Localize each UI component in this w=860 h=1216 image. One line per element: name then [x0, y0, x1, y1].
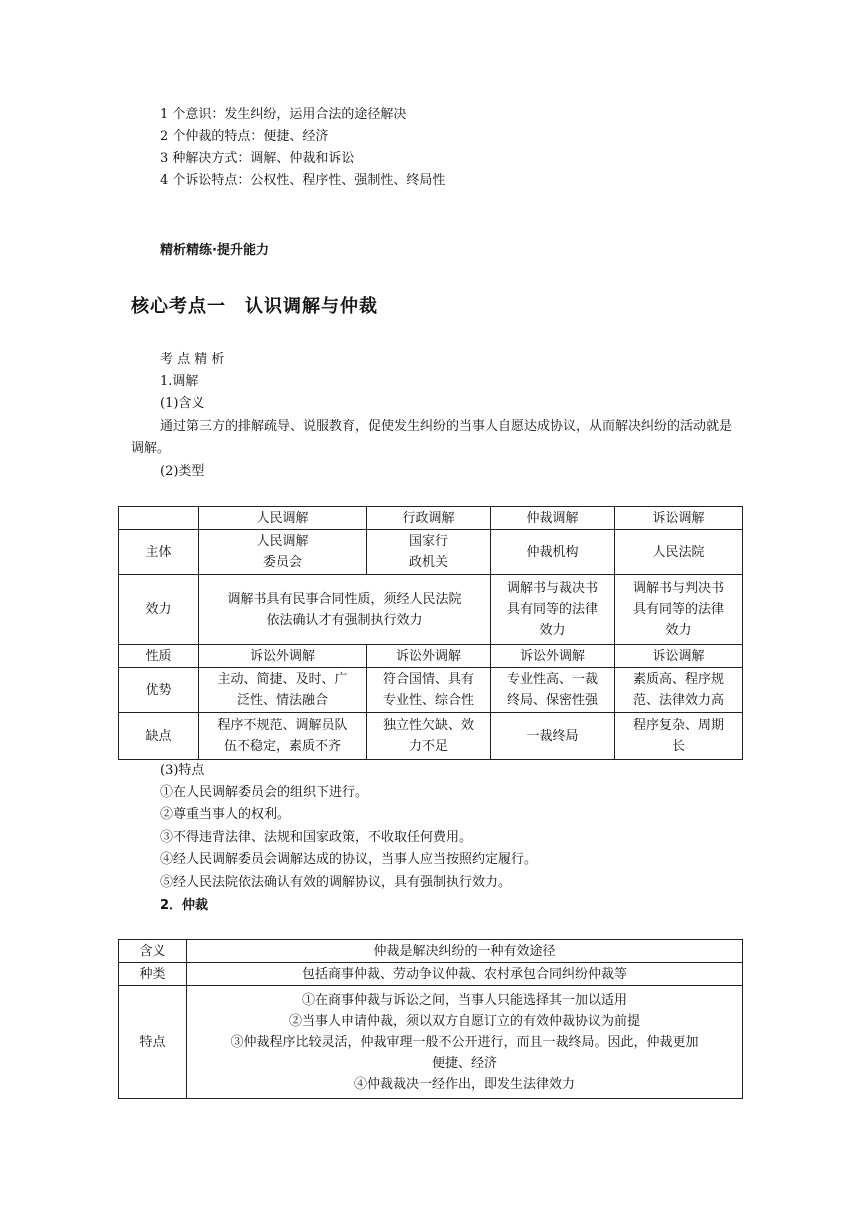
table-cell: 程序不规范、调解员队 伍不稳定，素质不齐 — [199, 713, 367, 760]
item1-definition: 通过第三方的排解疏导、说服教育，促使发生纠纷的当事人自愿达成协议，从而解决纠纷的活动就是调解。 — [131, 419, 733, 456]
table-row — [119, 530, 743, 575]
row-label: 性质 — [119, 645, 199, 668]
table-cell: 仲裁机构 — [491, 530, 615, 575]
feature-line: ⑤经人民法院依法确认有效的调解协议，具有强制执行效力。 — [160, 875, 512, 890]
table-cell: 国家行 政机关 — [367, 530, 491, 575]
summary-line-1: 1 个意识：发生纠纷，运用合法的途径解决 — [160, 107, 407, 122]
table-cell: 主动、简捷、及时、广 泛性、情法融合 — [199, 668, 367, 713]
table-header-cell: 人民调解 — [199, 507, 367, 530]
item1-sub1: (1)含义 — [160, 396, 205, 411]
table-cell: 一裁终局 — [491, 713, 615, 760]
table-cell: 诉讼外调解 — [199, 645, 367, 668]
table-cell: 诉讼外调解 — [491, 645, 615, 668]
section-label: 精析精练·提升能力 — [160, 243, 269, 258]
item1-title: 1.调解 — [160, 374, 199, 389]
row-label: 种类 — [119, 963, 187, 986]
item1-sub2: (2)类型 — [160, 464, 205, 479]
row-label: 含义 — [119, 940, 187, 963]
item1-sub3: (3)特点 — [160, 763, 205, 778]
summary-line-4: 4 个诉讼特点：公权性、程序性、强制性、终局性 — [160, 173, 446, 188]
table-header-cell: 行政调解 — [367, 507, 491, 530]
item2-title: 2．仲裁 — [160, 898, 209, 913]
arbitration-table — [118, 939, 743, 1099]
table-row — [119, 645, 743, 668]
feature-line: ③不得违背法律、法规和国家政策，不收取任何费用。 — [160, 830, 473, 845]
table-row — [119, 507, 743, 530]
table-cell: 独立性欠缺、效 力不足 — [367, 713, 491, 760]
table-cell: 符合国情、具有 专业性、综合性 — [367, 668, 491, 713]
summary-line-2: 2 个仲裁的特点：便捷、经济 — [160, 129, 329, 144]
summary-line-3: 3 种解决方式：调解、仲裁和诉讼 — [160, 151, 355, 166]
feature-line: ②尊重当事人的权利。 — [160, 807, 291, 822]
row-label: 优势 — [119, 668, 199, 713]
row-label: 缺点 — [119, 713, 199, 760]
table-row — [119, 940, 743, 963]
table-row — [119, 668, 743, 713]
table-cell: 包括商事仲裁、劳动争议仲裁、农村承包合同纠纷仲裁等 — [187, 963, 743, 986]
row-label: 效力 — [119, 575, 199, 645]
table-cell: 专业性高、一裁 终局、保密性强 — [491, 668, 615, 713]
table-header-cell: 仲裁调解 — [491, 507, 615, 530]
kaodian-label: 考 点 精 析 — [160, 352, 225, 367]
table-cell: 程序复杂、周期 长 — [615, 713, 743, 760]
table-cell — [119, 507, 199, 530]
table-row — [119, 986, 743, 1099]
table-cell: 人民调解 委员会 — [199, 530, 367, 575]
table-cell: ①在商事仲裁与诉讼之间，当事人只能选择其一加以适用 ②当事人申请仲裁，须以双方自愿订立的有效仲裁协议为前提 ③仲裁程序比较灵活，仲裁审理一般不公开进行，而且一裁终局。因此，仲裁更加 便捷、经济 ④仲裁裁决一经作出，即发生法律效力 — [187, 986, 743, 1099]
table-cell: 诉讼外调解 — [367, 645, 491, 668]
table-cell: 素质高、程序规 范、法律效力高 — [615, 668, 743, 713]
table-row — [119, 963, 743, 986]
table-cell: 调解书具有民事合同性质，须经人民法院 依法确认才有强制执行效力 — [199, 575, 491, 645]
table-cell: 诉讼调解 — [615, 645, 743, 668]
feature-line: ①在人民调解委员会的组织下进行。 — [160, 785, 369, 800]
page-heading: 核心考点一 认识调解与仲裁 — [131, 296, 378, 317]
mediation-types-table — [118, 506, 743, 760]
table-row — [119, 713, 743, 760]
table-cell: 仲裁是解决纠纷的一种有效途径 — [187, 940, 743, 963]
table-header-cell: 诉讼调解 — [615, 507, 743, 530]
row-label: 特点 — [119, 986, 187, 1099]
table-row — [119, 575, 743, 645]
table-cell: 调解书与判决书 具有同等的法律 效力 — [615, 575, 743, 645]
row-label: 主体 — [119, 530, 199, 575]
table-cell: 调解书与裁决书 具有同等的法律 效力 — [491, 575, 615, 645]
feature-line: ④经人民调解委员会调解达成的协议，当事人应当按照约定履行。 — [160, 852, 538, 867]
table-cell: 人民法院 — [615, 530, 743, 575]
